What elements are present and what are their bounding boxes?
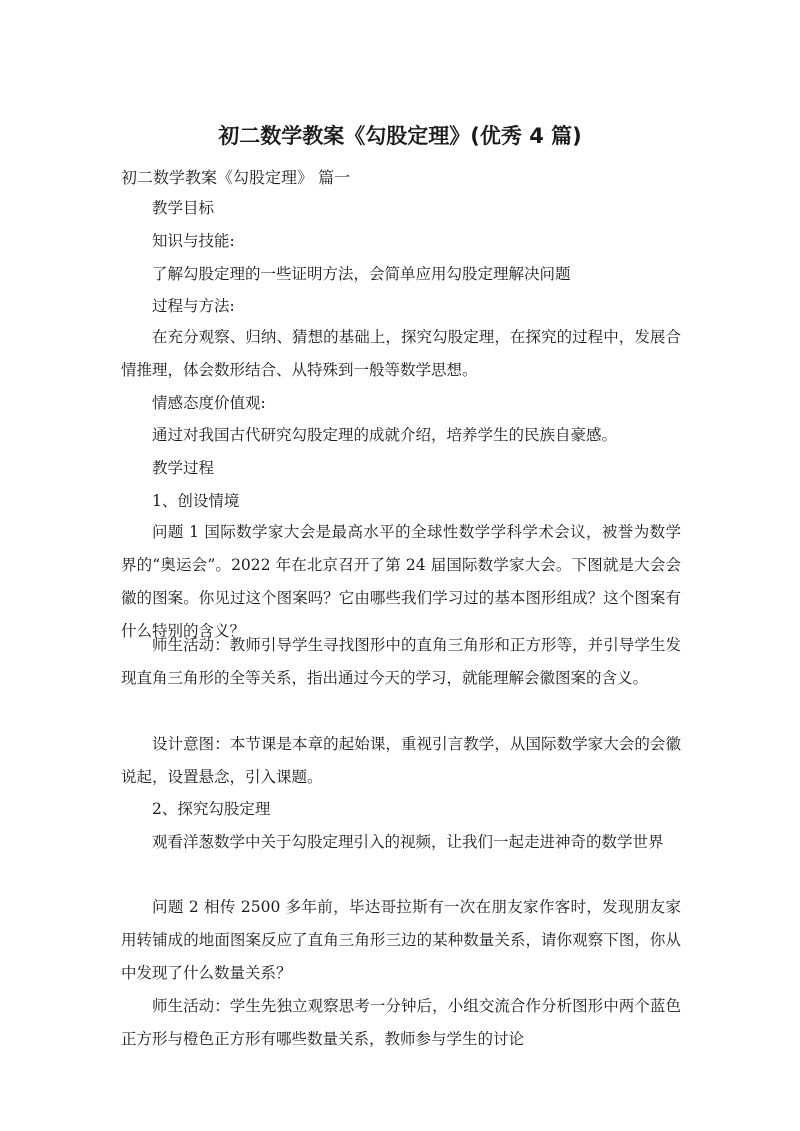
paragraph: 过程与方法: [152,297,235,315]
paragraph: 1、创设情境 [152,492,240,510]
paragraph: 知识与技能: [152,232,235,250]
paragraph: 教学目标 [152,199,215,217]
paragraph: 了解勾股定理的一些证明方法，会简单应用勾股定理解决问题 [152,265,571,283]
paragraph: 2、探究勾股定理 [152,800,271,818]
paragraph: 观看洋葱数学中关于勾股定理引入的视频，让我们一起走进神奇的数学世界 [152,833,664,851]
paragraph: 在充分观察、归纳、猜想的基础上，探究勾股定理，在探究的过程中，发展合情推理，体会数形结合、从特殊到一般等数学思想。 [121,328,681,379]
paragraph: 情感态度价值观: [152,394,266,412]
paragraph: 师生活动：学生先独立观察思考一分钟后，小组交流合作分析图形中两个蓝色正方形与橙色正方形有哪些数量关系，教师参与学生的讨论 [121,997,681,1048]
paragraph: 教学过程 [152,459,215,477]
paragraph: 问题 1 国际数学家大会是最高水平的全球性数学学科学术会议，被誉为数学界的“奥运会”。2022 年在北京召开了第 24 届国际数学家大会。下图就是大会会徽的图案。你见过这个图案吗？它由哪些我们学习过的基本图形组成？这个图案有什么特别的含义？ [121,523,681,640]
section-heading: 初二数学教案《勾股定理》 篇一 [121,168,351,187]
paragraph: 设计意图：本节课是本章的起始课，重视引言教学，从国际数学家大会的会徽说起，设置悬念，引入课题。 [121,735,681,786]
paragraph: 通过对我国古代研究勾股定理的成就介绍，培养学生的民族自豪感。 [152,426,618,444]
document-title: 初二数学教案《勾股定理》(优秀 4 篇) [218,124,582,148]
paragraph: 师生活动：教师引导学生寻找图形中的直角三角形和正方形等，并引导学生发现直角三角形的全等关系，指出通过今天的学习，就能理解会徽图案的含义。 [121,636,681,687]
paragraph: 问题 2 相传 2500 多年前，毕达哥拉斯有一次在朋友家作客时，发现朋友家用转铺成的地面图案反应了直角三角形三边的某种数量关系，请你观察下图，你从中发现了什么数量关系？ [121,898,681,982]
